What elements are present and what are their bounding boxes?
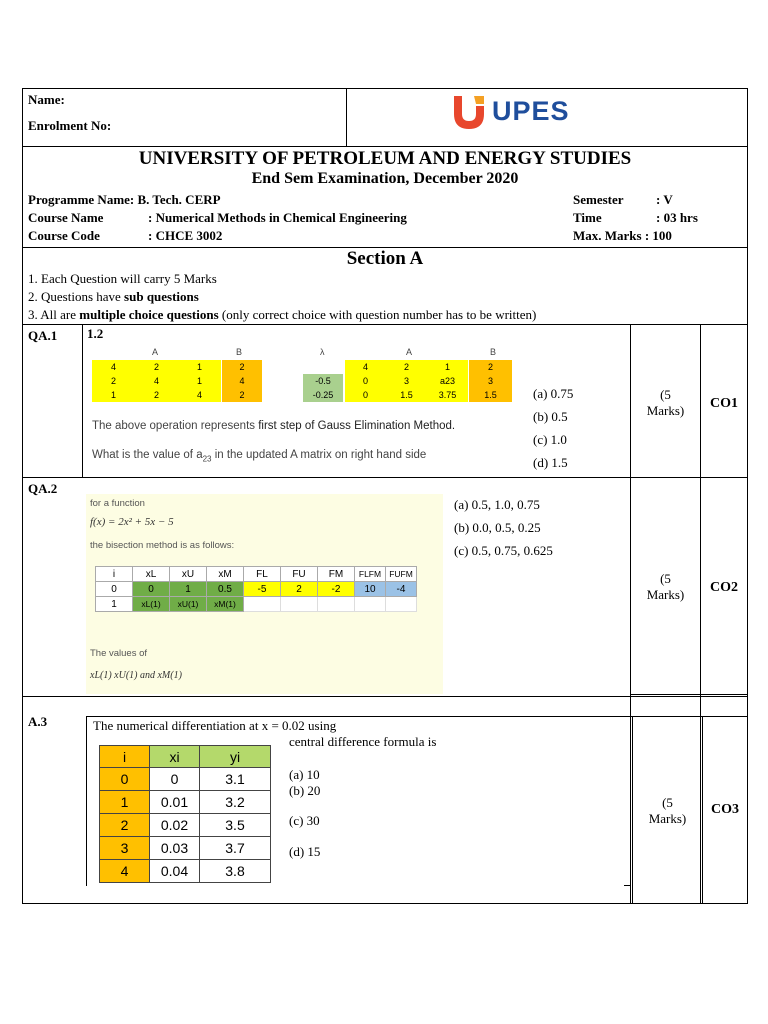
course-name-label: Course Name xyxy=(28,210,104,225)
q2-cell: 0 xyxy=(133,582,170,597)
matrix-cell: 2 xyxy=(135,360,178,374)
q3-header-cell: xi xyxy=(150,746,200,768)
q3-cell: 3.7 xyxy=(200,837,271,860)
q1-hdr-a-right: A xyxy=(406,347,413,357)
matrix-cell: 1 xyxy=(427,360,469,374)
matrix-cell: 3 xyxy=(469,374,513,388)
q2-cell: 10 xyxy=(355,582,386,597)
name-label: Name: xyxy=(28,92,65,107)
matrix-cell: 4 xyxy=(135,374,178,388)
q2-marks: (5 Marks) xyxy=(646,571,685,602)
q2-cell: 1 xyxy=(96,597,133,612)
programme-name: Programme Name: B. Tech. CERP xyxy=(28,192,221,207)
q2-header-cell: xM xyxy=(207,567,244,582)
q2-header-cell: i xyxy=(96,567,133,582)
matrix-cell: 4 xyxy=(178,388,222,402)
q2-cell: -2 xyxy=(318,582,355,597)
q1-right-matrix xyxy=(345,360,512,402)
section-title: Section A xyxy=(346,248,424,269)
q3-header-cell: i xyxy=(100,746,150,768)
q3-cell: 3 xyxy=(100,837,150,860)
q3-cell: 0.04 xyxy=(150,860,200,883)
max-marks: Max. Marks : 100 xyxy=(573,228,672,243)
q1-hdr-a-left: A xyxy=(152,347,159,357)
q1-hdr-b-right: B xyxy=(490,347,497,357)
q2-cell xyxy=(318,597,355,612)
course-name-value: : Numerical Methods in Chemical Engineering xyxy=(148,210,407,225)
q2-header-cell: FLFM xyxy=(355,567,386,582)
lambda-cell: -0.25 xyxy=(303,388,343,402)
q1-hdr-b-left: B xyxy=(236,347,243,357)
q2-option-c: (c) 0.5, 0.75, 0.625 xyxy=(454,543,553,558)
q2-header-cell: FM xyxy=(318,567,355,582)
q1-option-a: (a) 0.75 xyxy=(533,386,574,401)
q3-option-d: (d) 15 xyxy=(289,844,321,859)
matrix-cell: 0 xyxy=(345,374,386,388)
matrix-cell: 1.5 xyxy=(469,388,513,402)
matrix-cell: a23 xyxy=(427,374,469,388)
matrix-cell: 2 xyxy=(92,374,135,388)
q3-cell: 4 xyxy=(100,860,150,883)
q2-header-cell: FUFM xyxy=(386,567,417,582)
q2-cell: xU(1) xyxy=(170,597,207,612)
q3-text-2: central difference formula is xyxy=(289,734,437,749)
q2-cell: xL(1) xyxy=(133,597,170,612)
q2-cell: xM(1) xyxy=(207,597,244,612)
matrix-cell: 1.5 xyxy=(386,388,427,402)
q2-cell: 2 xyxy=(281,582,318,597)
q1-hdr-lambda: λ xyxy=(320,347,325,357)
q1-number: QA.1 xyxy=(28,328,58,343)
q3-option-a: (a) 10 xyxy=(289,767,320,782)
q2-number: QA.2 xyxy=(28,481,58,496)
upes-logo-icon xyxy=(452,94,486,130)
q3-text-1: The numerical differentiation at x = 0.02 using xyxy=(93,718,337,733)
q3-cell: 2 xyxy=(100,814,150,837)
q3-cell: 3.5 xyxy=(200,814,271,837)
matrix-cell: 1 xyxy=(178,374,222,388)
q2-cell xyxy=(244,597,281,612)
q2-header-cell: FU xyxy=(281,567,318,582)
q3-cell: 3.8 xyxy=(200,860,271,883)
q2-header-cell: xU xyxy=(170,567,207,582)
q3-header-cell: yi xyxy=(200,746,271,768)
q2-cell xyxy=(281,597,318,612)
q2-intro: for a function xyxy=(90,498,145,509)
q3-cell: 1 xyxy=(100,791,150,814)
q3-cell: 3.1 xyxy=(200,768,271,791)
matrix-cell: 3.75 xyxy=(427,388,469,402)
q3-co: CO3 xyxy=(711,802,739,817)
q2-cell: -5 xyxy=(244,582,281,597)
q2-co: CO2 xyxy=(710,580,738,595)
course-code-label: Course Code xyxy=(28,228,100,243)
lambda-cell xyxy=(303,360,343,374)
q2-method: the bisection method is as follows: xyxy=(90,540,235,551)
lambda-cell: -0.5 xyxy=(303,374,343,388)
university-title: UNIVERSITY OF PETROLEUM AND ENERGY STUDIES xyxy=(138,148,632,169)
q2-values-of: The values of xyxy=(90,648,148,659)
upes-logo xyxy=(452,94,582,132)
matrix-cell: 4 xyxy=(222,374,263,388)
q2-cell xyxy=(355,597,386,612)
q2-header-cell: xL xyxy=(133,567,170,582)
matrix-cell: 2 xyxy=(469,360,513,374)
q2-cell: 1 xyxy=(170,582,207,597)
matrix-cell: 1 xyxy=(178,360,222,374)
time-value: : 03 hrs xyxy=(656,210,698,225)
time-label: Time xyxy=(573,210,602,225)
q3-cell: 0 xyxy=(150,768,200,791)
q1-option-b: (b) 0.5 xyxy=(533,409,568,424)
q2-values-expr: xL(1) xU(1) and xM(1) xyxy=(90,670,182,681)
instruction-1: 1. Each Question will carry 5 Marks xyxy=(28,271,217,286)
q2-cell: 0.5 xyxy=(207,582,244,597)
q3-cell: 0.01 xyxy=(150,791,200,814)
q3-number: A.3 xyxy=(28,714,48,729)
exam-title: End Sem Examination, December 2020 xyxy=(251,170,519,187)
enrolment-label: Enrolment No: xyxy=(28,118,112,133)
q1-marks: (5 Marks) xyxy=(646,387,685,418)
q2-header-cell: FL xyxy=(244,567,281,582)
q3-cell: 3.2 xyxy=(200,791,271,814)
instruction-3: 3. All are multiple choice questions (only correct choice with question number has to be written) xyxy=(28,307,537,322)
q1-sub-number: 1.2 xyxy=(87,326,104,341)
instruction-2: 2. Questions have sub questions xyxy=(28,289,199,304)
semester-label: Semester xyxy=(573,192,624,207)
q1-option-c: (c) 1.0 xyxy=(533,432,567,447)
matrix-cell: 2 xyxy=(135,388,178,402)
matrix-cell: 0 xyxy=(345,388,386,402)
q3-cell: 0 xyxy=(100,768,150,791)
q3-option-c: (c) 30 xyxy=(289,813,320,828)
q2-cell xyxy=(386,597,417,612)
matrix-cell: 4 xyxy=(345,360,386,374)
matrix-cell: 4 xyxy=(92,360,135,374)
q1-lambda-column xyxy=(303,360,343,402)
q3-data-table xyxy=(99,745,271,883)
matrix-cell: 3 xyxy=(386,374,427,388)
matrix-cell: 1 xyxy=(92,388,135,402)
q3-marks: (5 Marks) xyxy=(648,795,687,826)
semester-value: : V xyxy=(656,192,673,207)
q1-text-1: The above operation represents first step of Gauss Elimination Method. xyxy=(92,420,456,432)
q1-left-matrix xyxy=(92,360,262,402)
q2-cell: 0 xyxy=(96,582,133,597)
q2-function: f(x) = 2x² + 5x − 5 xyxy=(90,516,174,528)
q2-bisection-table xyxy=(95,566,417,612)
course-code-value: : CHCE 3002 xyxy=(148,228,223,243)
q1-text-2: What is the value of $a_{23}$ in the updated A matrix on right hand side xyxy=(92,449,427,464)
matrix-cell: 2 xyxy=(386,360,427,374)
q2-option-a: (a) 0.5, 1.0, 0.75 xyxy=(454,497,540,512)
q1-co: CO1 xyxy=(710,396,738,411)
q3-option-b: (b) 20 xyxy=(289,783,321,798)
q2-cell: -4 xyxy=(386,582,417,597)
q1-option-d: (d) 1.5 xyxy=(533,455,568,470)
q2-option-b: (b) 0.0, 0.5, 0.25 xyxy=(454,520,541,535)
matrix-cell: 2 xyxy=(222,388,263,402)
q3-cell: 0.03 xyxy=(150,837,200,860)
q3-cell: 0.02 xyxy=(150,814,200,837)
matrix-cell: 2 xyxy=(222,360,263,374)
upes-logo-text: UPES xyxy=(492,96,570,126)
